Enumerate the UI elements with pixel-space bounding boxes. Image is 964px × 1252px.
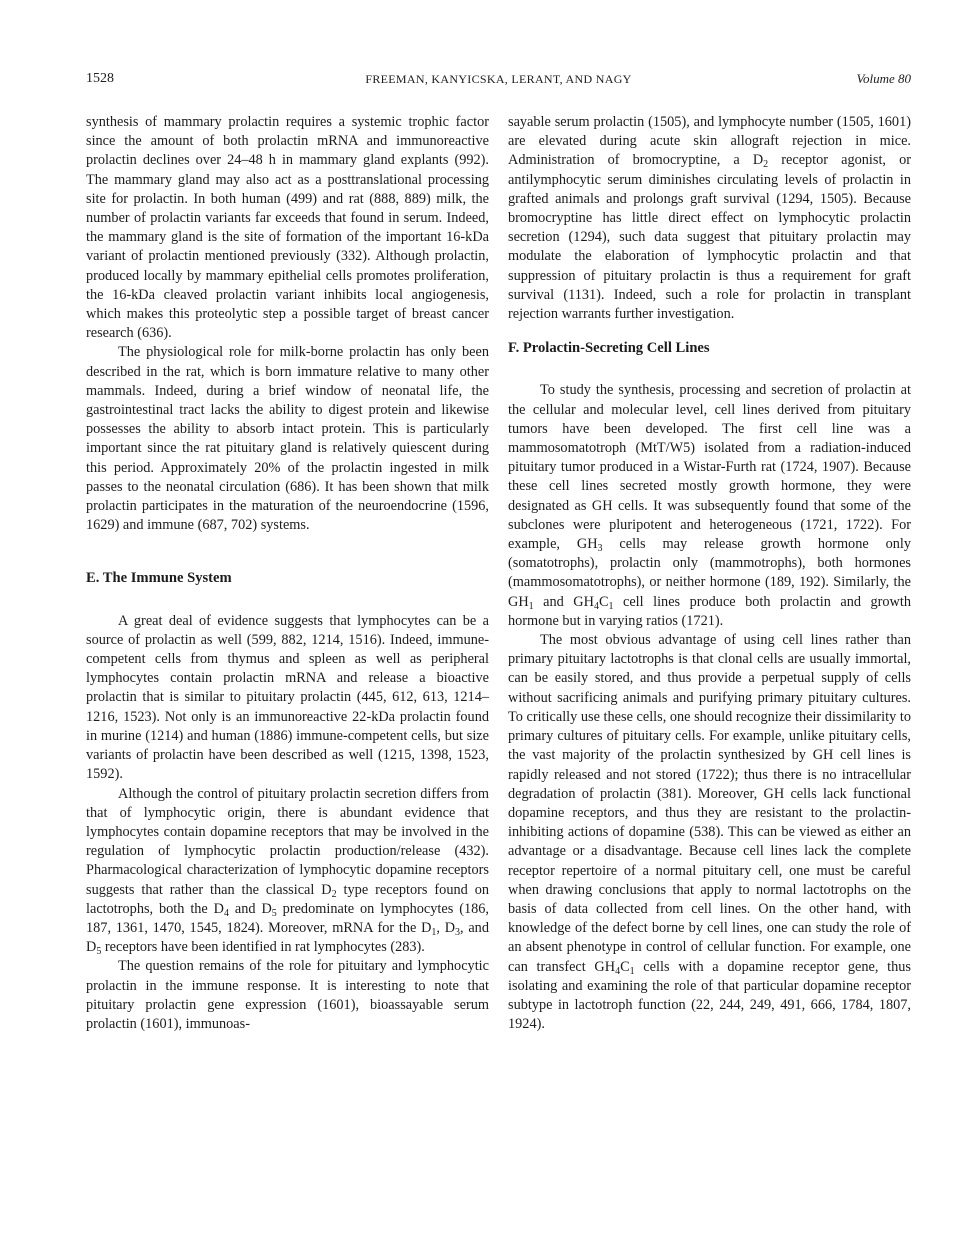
paragraph-mammary-synthesis: synthesis of mammary prolactin requires a systemic trophic factor since the amount of both prolactin mRNA and immunoreactive prolactin declines over 24–48 h in mammary gland explants (992). The mammary gland may also act as a posttranslational processing site for prolactin. In both human (499) and rat (888, 889) milk, the number of prolactin variants far exceeds that found in serum. Indeed, the mammary gland is the site of formation of the important 16-kDa variant of prolactin mentioned previously (332). Although prolactin, produced locally by mammary epithelial cells promotes proliferation, the 16-kDa cleaved prolactin variant inhibits local angiogenesis, which makes this proteolytic step a possible target of breast cancer research (636).	[86, 114, 489, 342]
page-number: 1528	[86, 71, 114, 86]
section-heading-immune-system: E. The Immune System	[86, 570, 232, 587]
paragraph-dopamine-receptors: Although the control of pituitary prolactin secretion differs from that of lymphocytic origin, there is abundant evidence that lymphocytes contain dopamine receptors that may be involved in the regulation of lymphocytic prolactin production/release (432). Pharmacological characterization of lymphocytic dopamine receptors suggests that rather than the classical $D_2$ type receptors found on lactotrophs, both the $D_4$ and $D_5$ predominate on lymphocytes (186, 187, 1361, 1470, 1545, 1824). Moreover, mRNA for the $D_1$, $D_3$, and $D_5$ receptors have been identified in rat lymphocytes (283).	[86, 785, 489, 958]
paragraph-cell-line-advantages: The most obvious advantage of using cell lines rather than primary pituitary lactotrophs is that clonal cells are usually immortal, can be easily stored, and thus provide a perpetual supply of cells without sacrificing animals and purifying primary pituitary cultures. To critically use these cells, one should recognize their dissimilarity to primary cultures of pituitary cells. For example, unlike pituitary cells, the vast majority of the prolactin synthesized by GH cell lines is rapidly released and not stored (1722); thus there is no intracellular degradation of prolactin (381). Moreover, GH cells lack functional dopamine receptors, and thus they are resistant to the prolactin-inhibiting actions of dopamine (538). This can be viewed as either an advantage or a disadvantage. Because cell lines lack the complete receptor repertoire of a normal pituitary cell, one must be careful when drawing conclusions that apply to normal lactotrophs on the basis of data collected from cell lines. On the other hand, with knowledge of the defect borne by cell lines, one can study the role of an absent phenotype in control of cellular function. For example, one can transfect $GH_4C_1$ cells with a dopamine receptor gene, thus isolating and examining the role of that particular dopamine receptor subtype in lactotroph function (22, 244, 249, 491, 666, 1784, 1807, 1924).	[508, 632, 911, 1033]
page-header	[86, 71, 911, 91]
right-column	[508, 113, 911, 1034]
paragraph-gh-cell-lines: To study the synthesis, processing and secretion of prolactin at the cellular and molecular level, cell lines derived from pituitary tumors have been developed. The first cell line was a mammosomatotroph (MtT/W5) isolated from a radiation-induced pituitary tumor produced in a Wistar-Furth rat (1724, 1907). Because these cell lines secreted mostly growth hormone, they were designated as GH cells. It was subsequently found that some of the subclones were pluripotent and heterogeneous (1721, 1722). For example, $GH_3$ cells may release growth hormone only (somatotrophs), prolactin only (mammotrophs), both hormones (mammosomatotrophs), or neither hormone (189, 192). Similarly, the $GH_1$ and $GH_4C_1$ cell lines produce both prolactin and growth hormone but in varying ratios (1721).	[508, 382, 911, 629]
paragraph-lymphocyte-prolactin: A great deal of evidence suggests that lymphocytes can be a source of prolactin as well (599, 882, 1214, 1516). Indeed, immune-competent cells from thymus and spleen as well as peripheral lymphocytes contain prolactin mRNA and release a bioactive prolactin that is similar to pituitary prolactin (445, 612, 613, 1214–1216, 1523). Not only is an immunoreactive 22-kDa prolactin found in murine (1214) and human (1886) immune-competent cells, but size variants of prolactin have been described as well (1215, 1398, 1523, 1592).	[86, 612, 489, 783]
section-heading-cell-lines: F. Prolactin-Secreting Cell Lines	[508, 340, 710, 357]
left-column	[86, 113, 489, 1034]
paragraph-milk-prolactin: The physiological role for milk-borne prolactin has only been described in the rat, which is born immature relative to many other mammals. Indeed, during a brief window of neonatal life, the gastrointestinal tract lacks the ability to digest protein and likewise possesses the ability to absorb intact protein. This is particularly important since the rat pituitary gland is relatively quiescent during this period. Approximately 20% of the prolactin ingested in milk passes to the neonatal circulation (686). It has been shown that milk prolactin participates in the maturation of the neuroendocrine (1596, 1629) and immune (687, 702) systems.	[86, 344, 489, 534]
volume-label: Volume 80	[856, 71, 911, 86]
paragraph-allograft-rejection: sayable serum prolactin (1505), and lymphocyte number (1505, 1601) are elevated during acute skin allograft rejection in mice. Administration of bromocryptine, a $D_2$ receptor agonist, or antilymphocytic serum diminishes circulating levels of prolactin in grafted animals and prolongs graft survival (1294, 1505). Because bromocryptine has little direct effect on lymphocytic prolactin secretion (1294), such data suggest that pituitary prolactin may modulate the elaboration of lymphocytic prolactin and that suppression of pituitary prolactin is thus a requirement for graft survival (1131). Indeed, such a role for prolactin in transplant rejection warrants further investigation.	[508, 114, 911, 323]
paragraph-immune-response: The question remains of the role for pituitary and lymphocytic prolactin in the immune response. It is interesting to note that pituitary prolactin gene expression (1601), bioassayable serum prolactin (1601), immunoas-	[86, 958, 489, 1032]
running-head-authors: FREEMAN, KANYICSKA, LERANT, AND NAGY	[365, 72, 632, 86]
